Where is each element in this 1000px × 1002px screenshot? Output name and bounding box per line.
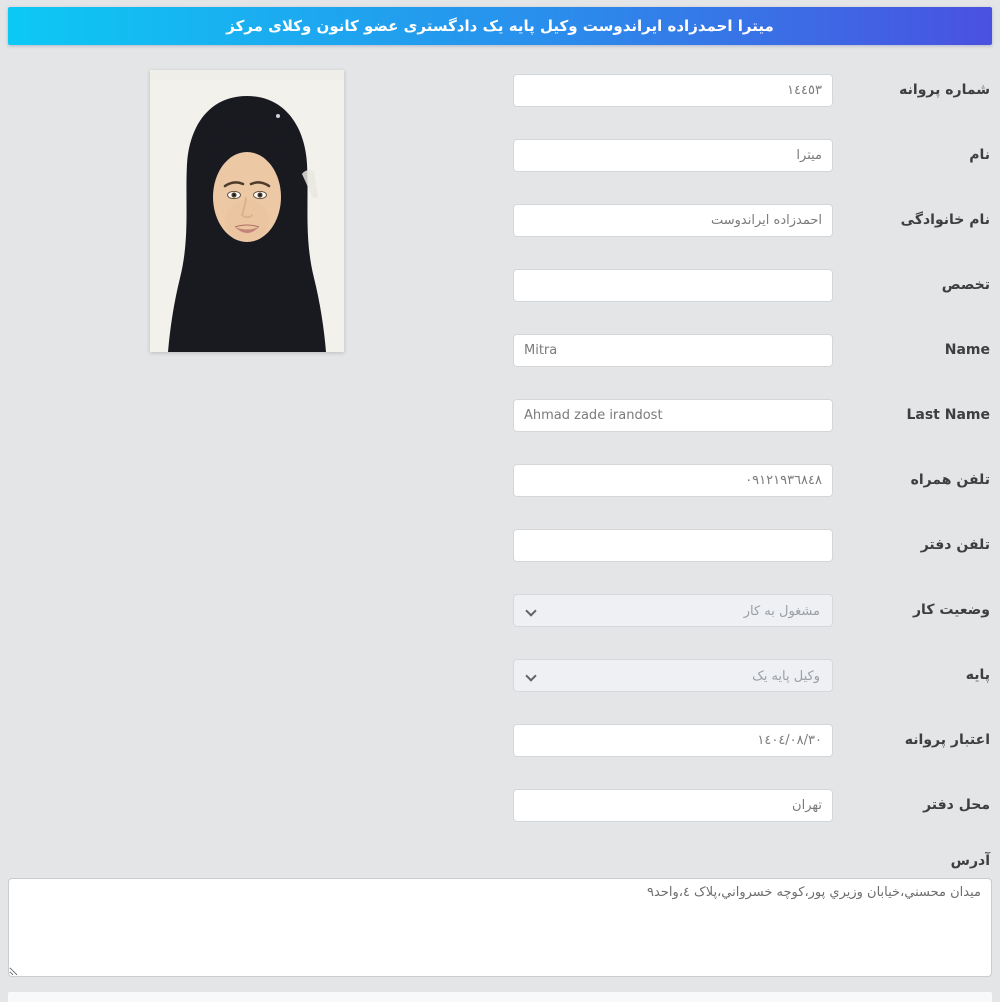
work-status-value: مشغول به کار: [743, 604, 820, 619]
work-status-select[interactable]: [513, 594, 833, 627]
license-validity-input[interactable]: [513, 724, 833, 757]
field-row-mobile-phone: [0, 464, 1000, 497]
bottom-section-edge: [8, 992, 992, 1002]
field-row-last-name-en: [0, 399, 1000, 432]
chevron-down-icon: [526, 672, 535, 681]
license-number-label: شماره پروانه: [899, 82, 990, 98]
field-row-first-name-fa: [0, 139, 1000, 172]
grade-label: پایه: [965, 667, 990, 683]
work-status-label: وضعیت کار: [913, 602, 990, 618]
last-name-fa-input[interactable]: [513, 204, 833, 237]
last-name-en-label: Last Name: [906, 407, 990, 423]
mobile-phone-label: تلفن همراه: [910, 472, 990, 488]
field-row-specialty: [0, 269, 1000, 302]
office-city-input[interactable]: [513, 789, 833, 822]
field-row-first-name-en: [0, 334, 1000, 367]
field-row-office-city: [0, 789, 1000, 822]
field-row-last-name-fa: [0, 204, 1000, 237]
field-row-license-validity: [0, 724, 1000, 757]
office-phone-input[interactable]: [513, 529, 833, 562]
field-row-license-number: [0, 74, 1000, 107]
office-phone-label: تلفن دفتر: [920, 537, 990, 553]
first-name-fa-label: نام: [969, 147, 990, 163]
field-row-grade: [0, 659, 1000, 692]
license-number-input[interactable]: [513, 74, 833, 107]
mobile-phone-input[interactable]: [513, 464, 833, 497]
license-validity-label: اعتبار پروانه: [904, 732, 990, 748]
specialty-input[interactable]: [513, 269, 833, 302]
chevron-down-icon: [526, 607, 535, 616]
last-name-fa-label: نام خانوادگی: [900, 212, 990, 228]
specialty-label: تخصص: [941, 277, 990, 293]
field-row-work-status: [0, 594, 1000, 627]
grade-value: وکیل پایه یک: [752, 669, 820, 684]
first-name-fa-input[interactable]: [513, 139, 833, 172]
page-header: [8, 7, 992, 45]
address-textarea[interactable]: [8, 878, 992, 977]
office-city-label: محل دفتر: [923, 797, 990, 813]
first-name-en-label: Name: [944, 342, 990, 358]
last-name-en-input[interactable]: [513, 399, 833, 432]
address-label: آدرس: [950, 853, 990, 869]
first-name-en-input[interactable]: [513, 334, 833, 367]
page-title: میترا احمدزاده ایراندوست وکیل پایه یک دادگستری عضو کانون وکلای مرکز: [226, 17, 774, 35]
grade-select[interactable]: [513, 659, 833, 692]
field-row-office-phone: [0, 529, 1000, 562]
